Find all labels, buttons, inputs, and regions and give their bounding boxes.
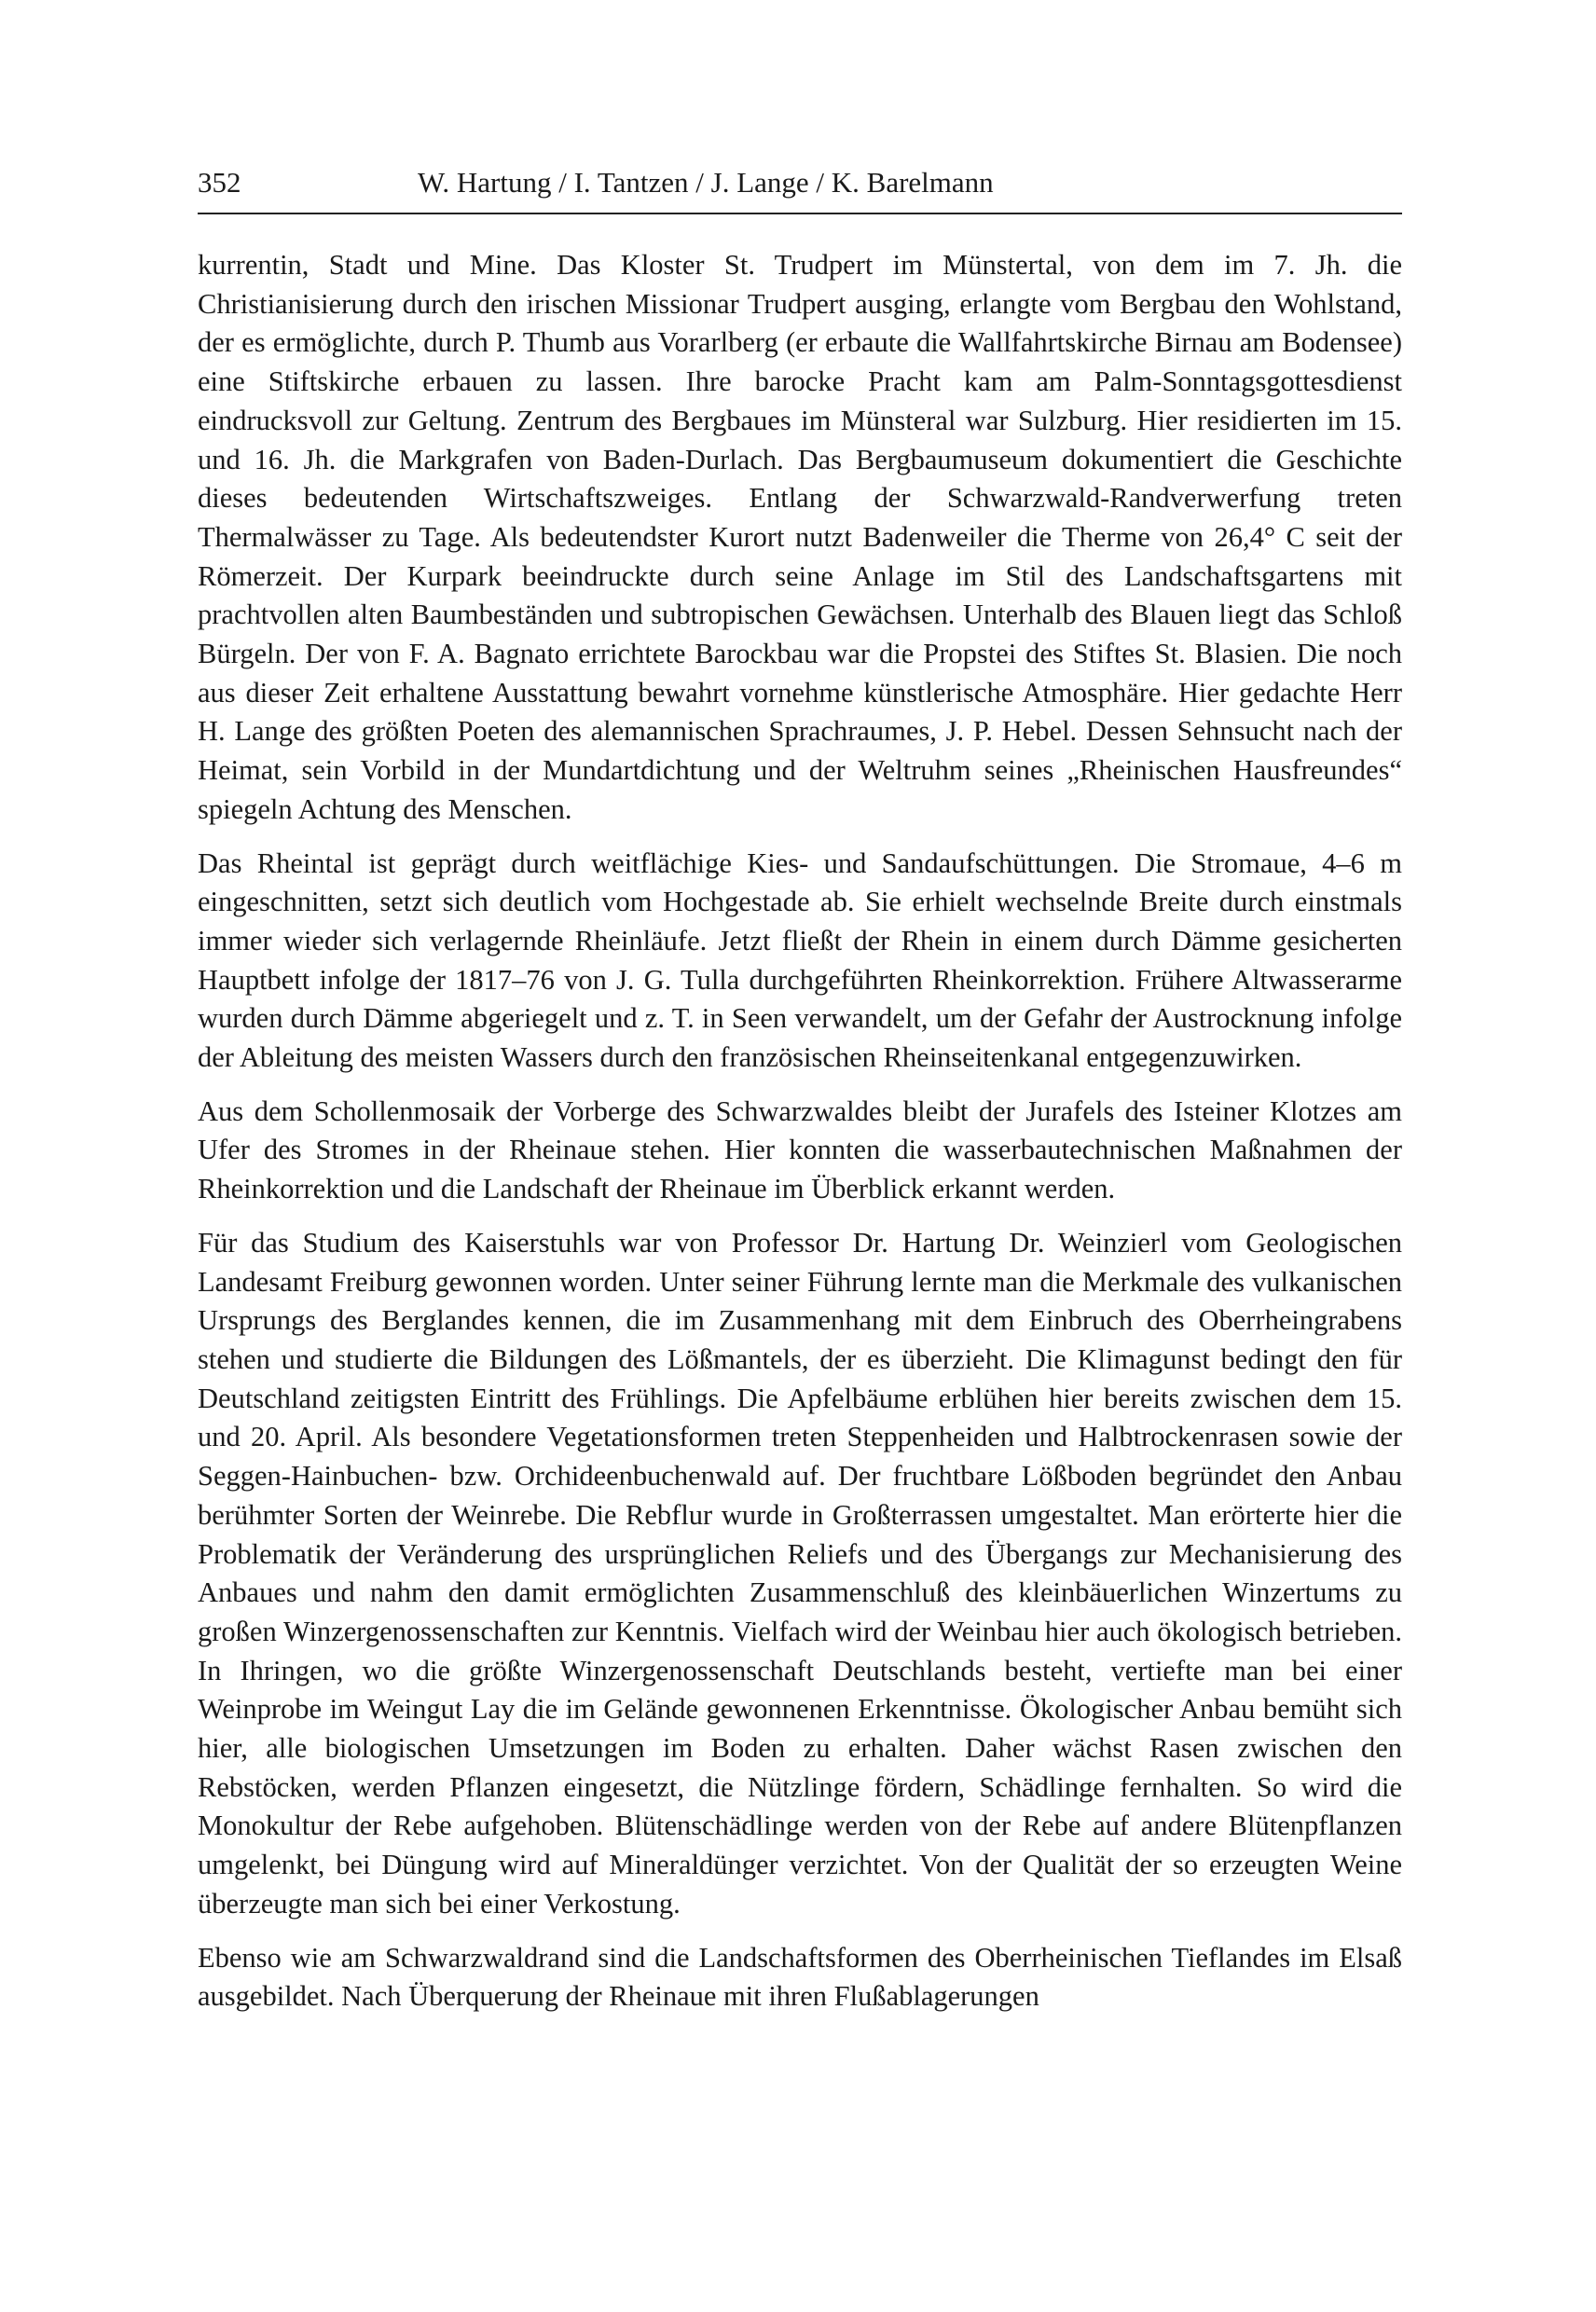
page-number: 352 [198, 166, 241, 199]
paragraph-elsass: Ebenso wie am Schwarzwaldrand sind die Landschaftsformen des Oberrheinischen Tieflandes im Elsaß ausgebildet. Nach Überquerung der Rheinaue mit ihren Flußablagerungen [198, 1941, 1402, 2013]
paragraph-muenstertal: kurrentin, Stadt und Mine. Das Kloster St. Trudpert im Münstertal, von dem im 7. Jh. die Christianisierung durch den irischen Missionar Trudpert ausging, erlangte vom Bergbau den Wohlstand, der es ermöglichte, durch P. Thumb aus Vorarlberg (er erbaute die Wallfahrtskirche Birnau am Bodensee) eine Stiftskirche erbauen zu lassen. Ihre barocke Pracht kam am Palm-Sonntagsgottesdienst eindrucksvoll zur Geltung. Zentrum des Bergbaues im Münsteral war Sulzburg. Hier residierten im 15. und 16. Jh. die Markgrafen von Baden-Durlach. Das Bergbaumuseum dokumentiert die Geschichte dieses bedeutenden Wirtschaftszweiges. Entlang der Schwarzwald-Randverwerfung treten Thermalwässer zu Tage. Als bedeutendster Kurort nutzt Badenweiler die Therme von 26,4° C seit der Römerzeit. Der Kurpark beeindruckte durch seine Anlage im Stil des Landschaftsgartens mit prachtvollen alten Baumbeständen und subtropischen Gewächsen. Unterhalb des Blauen liegt das Schloß Bürgeln. Der von F. A. Bagnato errichtete Barockbau war die Propstei des Stiftes St. Blasien. Die noch aus dieser Zeit erhaltene Ausstattung bewahrt vornehme künstlerische Atmosphäre. Hier gedachte Herr H. Lange des größten Poeten des alemannischen Sprachraumes, J. P. Hebel. Dessen Sehnsucht nach der Heimat, sein Vorbild in der Mundartdichtung und der Weltruhm seines „Rheinischen Hausfreundes“ spiegeln Achtung des Menschen. [198, 249, 1402, 825]
running-head [198, 164, 1402, 214]
paragraph-isteiner-klotz: Aus dem Schollenmosaik der Vorberge des Schwarzwaldes bleibt der Jurafels des Isteiner Klotzes am Ufer des Stromes in der Rheinaue stehen. Hier konnten die wasserbautechnischen Maßnahmen der Rheinkorrektion und die Landschaft der Rheinaue im Überblick erkannt werden. [198, 1094, 1402, 1205]
running-head-authors: W. Hartung / I. Tantzen / J. Lange / K. Barelmann [418, 166, 994, 199]
book-page [198, 164, 1402, 2031]
paragraph-kaiserstuhl: Für das Studium des Kaiserstuhls war von Professor Dr. Hartung Dr. Weinzierl vom Geologischen Landesamt Freiburg gewonnen worden. Unter seiner Führung lernte man die Merkmale des vulkanischen Ursprungs des Berglandes kennen, die im Zusammenhang mit dem Einbruch des Oberrheingrabens stehen und studierte die Bildungen des Lößmantels, der es überzieht. Die Klimagunst bedingt den für Deutschland zeitigsten Eintritt des Frühlings. Die Apfelbäume erblühen hier bereits zwischen dem 15. und 20. April. Als besondere Vegetationsformen treten Steppenheiden und Halbtrockenrasen sowie der Seggen-Hainbuchen- bzw. Orchideenbuchenwald auf. Der fruchtbare Lößboden begründet den Anbau berühmter Sorten der Weinrebe. Die Rebflur wurde in Großterrassen umgestaltet. Man erörterte hier die Problematik der Veränderung des ursprünglichen Reliefs und des Übergangs zur Mechanisierung des Anbaues und nahm den damit ermöglichten Zusammenschluß des kleinbäuerlichen Winzertums zu großen Winzergenossenschaften zur Kenntnis. Vielfach wird der Weinbau hier auch ökologisch betrieben. In Ihringen, wo die größte Winzergenossenschaft Deutschlands besteht, vertiefte man bei einer Weinprobe im Weingut Lay die im Gelände gewonnenen Erkenntnisse. Ökologischer Anbau bemüht sich hier, alle biologischen Umsetzungen im Boden zu erhalten. Daher wächst Rasen zwischen den Rebstöcken, werden Pflanzen eingesetzt, die Nützlinge fördern, Schädlinge fernhalten. So wird die Monokultur der Rebe aufgehoben. Blütenschädlinge werden von der Rebe auf andere Blütenpflanzen umgelenkt, bei Düngung wird auf Mineraldünger verzichtet. Von der Qualität der so erzeugten Weine überzeugte man sich bei einer Verkostung. [198, 1226, 1402, 1920]
body-text [198, 246, 1402, 2016]
paragraph-rheintal: Das Rheintal ist geprägt durch weitflächige Kies- und Sandaufschüttungen. Die Stromaue, 4–6 m eingeschnitten, setzt sich deutlich vom Hochgestade ab. Sie erhielt wechselnde Breite durch einstmals immer wieder sich verlagernde Rheinläufe. Jetzt fließt der Rhein in einem durch Dämme gesicherten Hauptbett infolge der 1817–76 von J. G. Tulla durchgeführten Rheinkorrektion. Frühere Altwasserarme wurden durch Dämme abgeriegelt und z. T. in Seen verwandelt, um der Gefahr der Austrocknung infolge der Ableitung des meisten Wassers durch den französischen Rheinseitenkanal entgegenzuwirken. [198, 846, 1402, 1074]
